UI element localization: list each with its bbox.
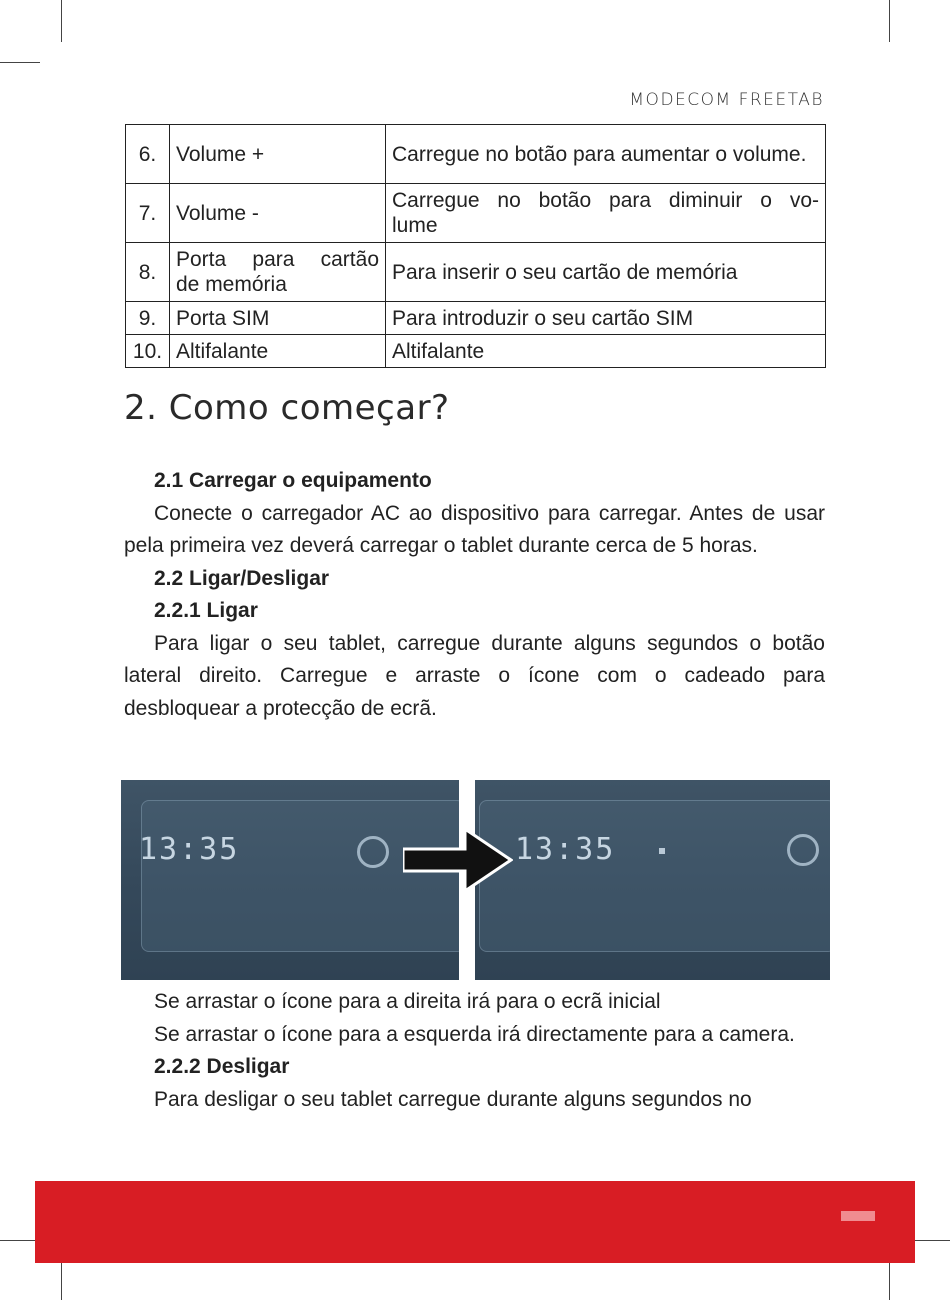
component-name: Altifalante xyxy=(170,335,386,368)
table-row xyxy=(126,125,826,184)
subsection-heading: 2.1 Carregar o equipamento xyxy=(154,469,432,492)
clock-text: 13:35 xyxy=(515,832,616,867)
row-number: 6. xyxy=(126,125,170,184)
lock-screen-after xyxy=(475,780,830,980)
table-row xyxy=(126,243,826,302)
component-description xyxy=(386,184,826,243)
component-description: Carregue no botão para aumentar o volume. xyxy=(386,125,826,184)
description-line: lume xyxy=(392,214,438,237)
component-description: Para inserir o seu cartão de memória xyxy=(386,243,826,302)
crop-mark xyxy=(0,1240,40,1241)
unlock-screenshots xyxy=(121,780,830,980)
component-name: Volume + xyxy=(170,125,386,184)
crop-mark xyxy=(61,0,62,42)
subsection-heading: 2.2.2 Desligar xyxy=(154,1055,290,1078)
subsection-heading: 2.2.1 Ligar xyxy=(154,599,258,622)
crop-mark xyxy=(910,1240,950,1241)
crop-mark xyxy=(0,62,40,63)
table-row xyxy=(126,302,826,335)
page-marker xyxy=(841,1211,875,1221)
lock-ring-icon xyxy=(787,834,819,866)
component-description: Para introduzir o seu cartão SIM xyxy=(386,302,826,335)
component-table xyxy=(125,124,826,368)
running-head: MODECOM FREETAB xyxy=(629,90,824,110)
row-number: 8. xyxy=(126,243,170,302)
component-name: Porta SIM xyxy=(170,302,386,335)
lock-dot-icon xyxy=(659,848,665,854)
text-block-start xyxy=(124,465,825,725)
paragraph: Se arrastar o ícone para a direita irá para o ecrã inicial xyxy=(154,990,661,1013)
row-number: 9. xyxy=(126,302,170,335)
paragraph: Conecte o carregador AC ao dispositivo para carregar. Antes de usar pela primeira vez deverá carregar o tablet durante cerca de 5 horas. xyxy=(124,501,825,557)
component-name xyxy=(170,243,386,302)
component-description: Altifalante xyxy=(386,335,826,368)
row-number: 7. xyxy=(126,184,170,243)
crop-mark xyxy=(889,0,890,42)
subsection-heading: 2.2 Ligar/Desligar xyxy=(154,566,330,590)
crop-mark xyxy=(889,1258,890,1300)
description-line: Carregue no botão para diminuir o vo- xyxy=(392,189,819,212)
text-block-end xyxy=(124,986,825,1116)
section-title: 2. Como começar? xyxy=(124,388,450,428)
crop-mark xyxy=(61,1258,62,1300)
table-row xyxy=(126,335,826,368)
row-number: 10. xyxy=(126,335,170,368)
component-name: Volume - xyxy=(170,184,386,243)
paragraph: Se arrastar o ícone para a esquerda irá directamente para a camera. xyxy=(154,1022,795,1046)
footer-bar xyxy=(35,1181,915,1263)
table-row xyxy=(126,184,826,243)
screen-frame xyxy=(479,800,830,952)
paragraph: Para desligar o seu tablet carregue durante alguns segundos no xyxy=(154,1087,752,1111)
name-line: de memória xyxy=(176,273,287,296)
paragraph: Para ligar o seu tablet, carregue durante alguns segundos o botão lateral direito. Carregue e arraste o ícone com o cadeado para desbloquear a protecção de ecrã. xyxy=(124,631,825,720)
clock-text: 13:35 xyxy=(139,832,240,867)
name-line: Porta para cartão xyxy=(176,248,379,271)
arrow-right-icon xyxy=(403,827,513,893)
lock-ring-icon xyxy=(357,836,389,868)
